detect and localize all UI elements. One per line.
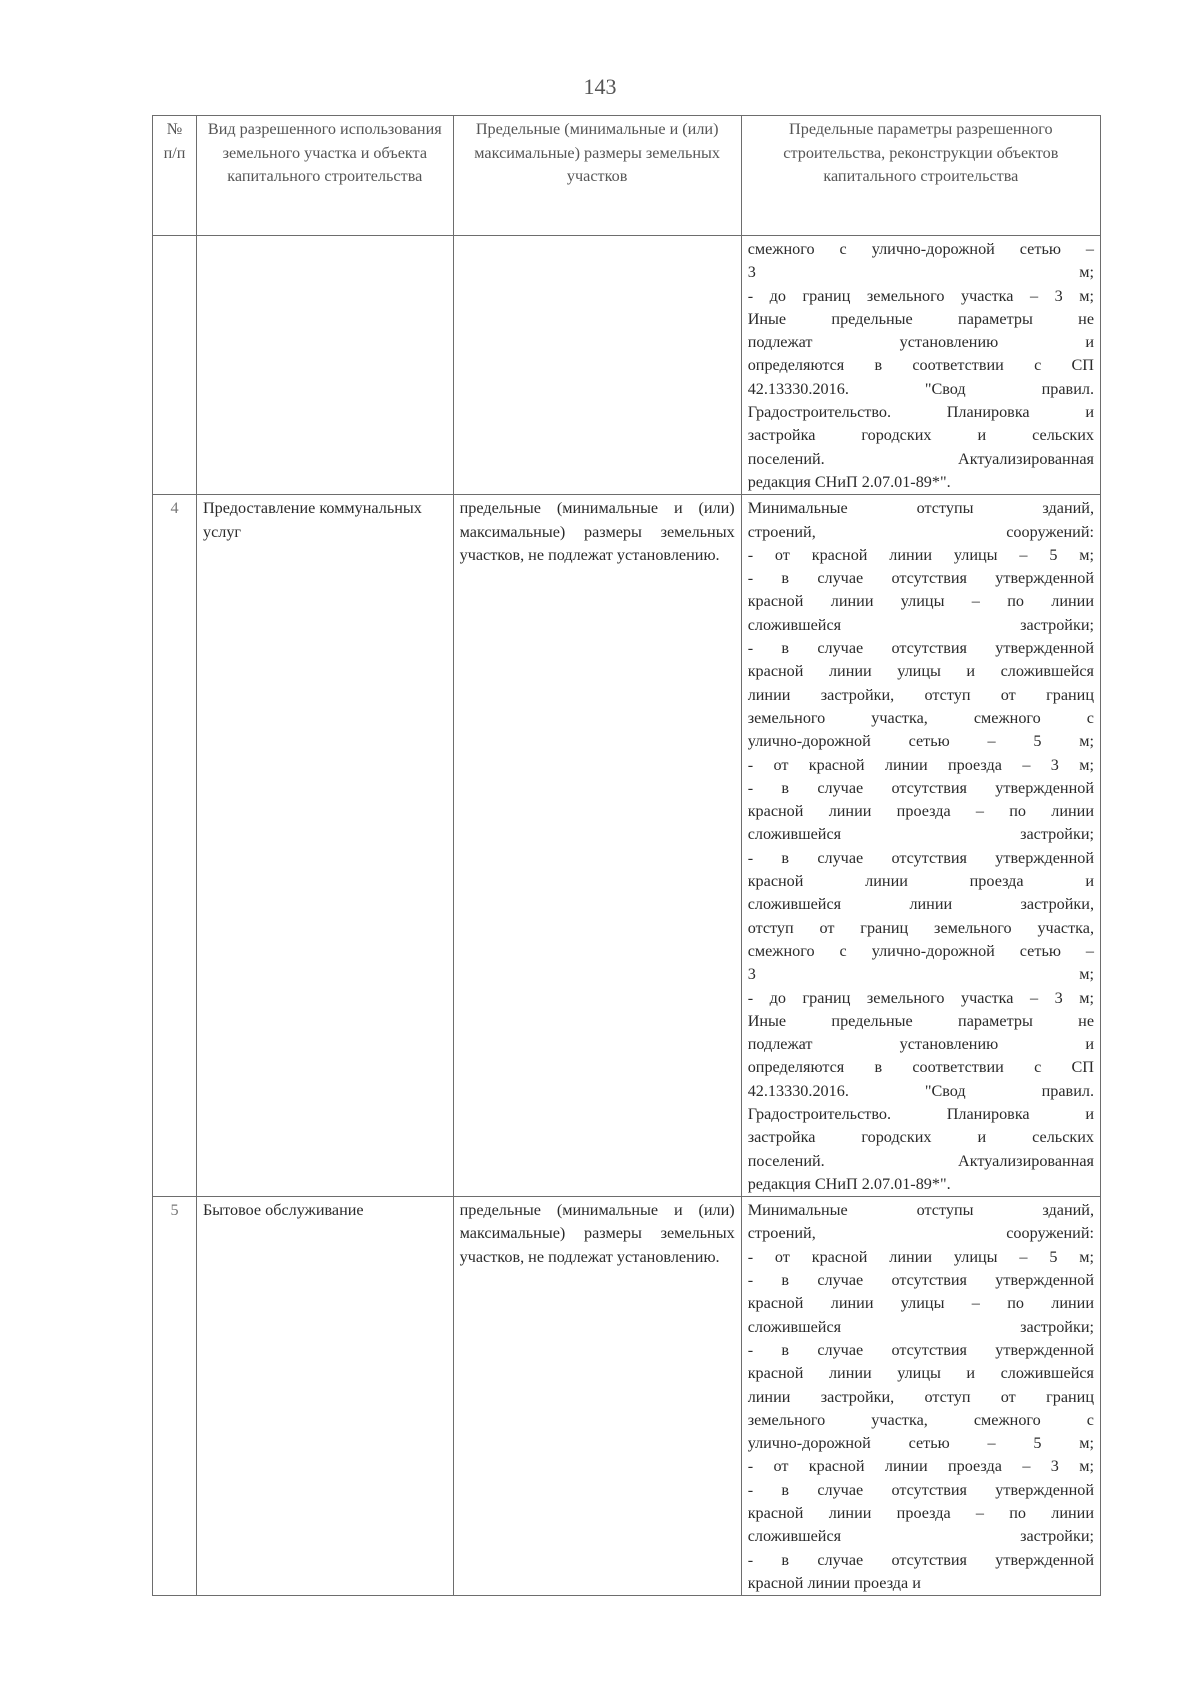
params-line: редакция СНиП 2.07.01-89*". — [747, 1174, 951, 1193]
params-line: 42.13330.2016. "Свод правил. — [747, 379, 1094, 398]
params-line: - до границ земельного участка – 3 м; — [747, 988, 1094, 1007]
params-line: определяются в соответствии с СП — [747, 356, 1094, 375]
params-line: - в случае отсутствия утвержденной — [747, 1480, 1094, 1499]
params-line: сложившейся застройки; — [747, 615, 1094, 634]
params-line: сложившейся застройки; — [747, 825, 1094, 844]
params-line: Градостроительство. Планировка и — [747, 403, 1094, 422]
params-line: 3 м; — [747, 965, 1094, 984]
params-line: красной линии улицы – по линии — [747, 592, 1094, 611]
params-line: - в случае отсутствия утвержденной — [747, 778, 1094, 797]
params-line: - от красной линии улицы – 5 м; — [747, 545, 1094, 564]
params-line: строений, сооружений: — [747, 522, 1094, 541]
params-line: застройка городских и сельских — [747, 426, 1094, 445]
table-row — [153, 495, 1101, 1197]
row-use-type: Предоставление коммунальных услуг — [196, 495, 453, 1197]
row-num: 5 — [153, 1197, 197, 1596]
params-line: - до границ земельного участка – 3 м; — [747, 286, 1094, 305]
params-line: сложившейся линии застройки, — [747, 895, 1094, 914]
params-line: Иные предельные параметры не — [747, 309, 1094, 328]
row-use-type — [196, 236, 453, 495]
params-line: определяются в соответствии с СП — [747, 1058, 1094, 1077]
params-line: Градостроительство. Планировка и — [747, 1104, 1094, 1123]
params-line: красной линии проезда и — [747, 872, 1094, 891]
params-line: 3 м; — [747, 263, 1094, 282]
row-use-type: Бытовое обслуживание — [196, 1197, 453, 1596]
params-line: - в случае отсутствия утвержденной — [747, 639, 1094, 658]
params-line: - от красной линии проезда – 3 м; — [747, 755, 1094, 774]
row-plot-size: предельные (минимальные и (или) максимальные) размеры земельных участков, не подлежат установлению. — [453, 1197, 741, 1596]
page-number: 143 — [583, 74, 617, 99]
params-line: красной линии улицы – по линии — [747, 1294, 1094, 1313]
params-line: поселений. Актуализированная — [747, 449, 1094, 468]
params-line: земельного участка, смежного с — [747, 1410, 1094, 1429]
params-line: красной линии проезда – по линии — [747, 1504, 1094, 1523]
table-header-row — [153, 116, 1101, 236]
params-line: красной линии улицы и сложившейся — [747, 1364, 1094, 1383]
params-line: застройка городских и сельских — [747, 1128, 1094, 1147]
params-line: смежного с улично-дорожной сетью – — [747, 240, 1094, 258]
params-line: сложившейся застройки; — [747, 1527, 1094, 1546]
params-line: - в случае отсутствия утвержденной — [747, 848, 1094, 867]
params-line: редакция СНиП 2.07.01-89*". — [747, 472, 951, 491]
params-line: - от красной линии проезда – 3 м; — [747, 1457, 1094, 1476]
params-line: линии застройки, отступ от границ — [747, 1387, 1094, 1406]
params-line: Минимальные отступы зданий, — [747, 499, 1094, 518]
row-plot-size: предельные (минимальные и (или) максимальные) размеры земельных участков, не подлежат установлению. — [453, 495, 741, 1197]
params-line: сложившейся застройки; — [747, 1317, 1094, 1336]
params-line: красной линии улицы и сложившейся — [747, 662, 1094, 681]
params-line: отступ от границ земельного участка, — [747, 918, 1094, 937]
row-num: 4 — [153, 495, 197, 1197]
params-line: смежного с улично-дорожной сетью – — [747, 941, 1094, 960]
params-line: земельного участка, смежного с — [747, 708, 1094, 727]
row-construction-params — [741, 495, 1100, 1197]
params-line: - в случае отсутствия утвержденной — [747, 1550, 1094, 1569]
row-construction-params — [741, 236, 1100, 495]
params-line: улично-дорожной сетью – 5 м; — [747, 732, 1094, 751]
params-line: линии застройки, отступ от границ — [747, 685, 1094, 704]
params-line: - в случае отсутствия утвержденной — [747, 569, 1094, 588]
header-use-type: Вид разрешенного использования земельного участка и объекта капитального строительства — [196, 116, 453, 236]
row-plot-size — [453, 236, 741, 495]
row-construction-params — [741, 1197, 1100, 1596]
params-line: строений, сооружений: — [747, 1224, 1094, 1243]
params-line: - в случае отсутствия утвержденной — [747, 1271, 1094, 1290]
table-row — [153, 1197, 1101, 1596]
params-line: - от красной линии улицы – 5 м; — [747, 1247, 1094, 1266]
params-line: поселений. Актуализированная — [747, 1151, 1094, 1170]
header-plot-size: Предельные (минимальные и (или) максимальные) размеры земельных участков — [453, 116, 741, 236]
params-line: Минимальные отступы зданий, — [747, 1201, 1094, 1220]
params-line: - в случае отсутствия утвержденной — [747, 1340, 1094, 1359]
params-line: подлежат установлению и — [747, 1035, 1094, 1054]
params-line: 42.13330.2016. "Свод правил. — [747, 1081, 1094, 1100]
params-line: улично-дорожной сетью – 5 м; — [747, 1434, 1094, 1453]
params-line: красной линии проезда – по линии — [747, 802, 1094, 821]
header-num: № п/п — [153, 116, 197, 236]
params-line: Иные предельные параметры не — [747, 1011, 1094, 1030]
header-construction-params: Предельные параметры разрешенного строительства, реконструкции объектов капитального строительства — [741, 116, 1100, 236]
row-num — [153, 236, 197, 495]
params-line: подлежат установлению и — [747, 333, 1094, 352]
table-row — [153, 236, 1101, 495]
params-line: красной линии проезда и — [747, 1573, 921, 1592]
zoning-parameters-table — [152, 115, 1101, 1596]
